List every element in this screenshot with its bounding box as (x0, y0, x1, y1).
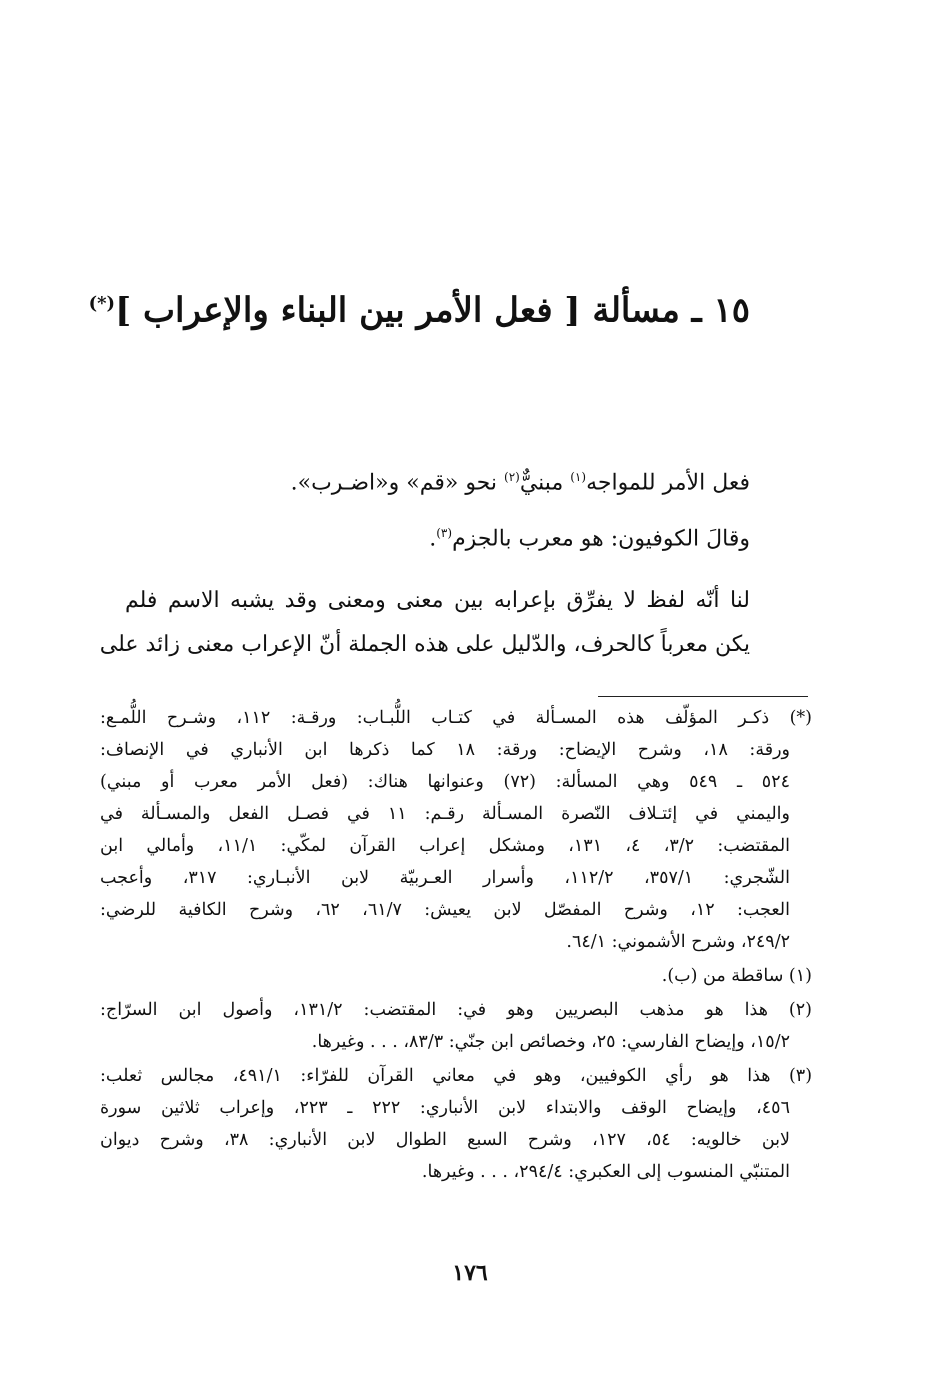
footnote-star-line-6: الشّجري: ٣٥٧/١، ١١٢/٢، وأسرار العـربيّة لابن الأنبـاري: ٣١٧، وأعجب (100, 868, 790, 888)
footnote-star-line-8: ٢٤٩/٢، وشرح الأشموني: ٦٤/١. (566, 932, 790, 952)
footnote-star-line-5: المقتضب: ٣/٢، ٤، ١٣١، ومشكل إعراب القرآن لمكّي: ١١/١، وأمالي ابن (100, 836, 791, 856)
page-number: ١٧٦ (452, 1260, 488, 1286)
footnote-star-line-2: ورقة: ١٨، وشرح الإيضاح: ورقة: ١٨ كما ذكرها ابن الأنباري في الإنصاف: (100, 740, 790, 760)
footnote-star-line-7: العجب: ١٢، وشرح المفصّل لابن يعيش: ٦١/٧، ٦٢، وشرح الكافية للرضي: (100, 900, 790, 920)
footnote-3-line-4: المتنبّي المنسوب إلى العكبري: ٢٩٤/٤، . . . وغيرها. (421, 1162, 790, 1182)
paragraph-3-line-2: يكن معرباً كالحرف، والدّليل على هذه الجملة أنّ الإعراب معنى زائد على (99, 632, 750, 657)
footnote-3-line-1: (٣) هذا هو رأي الكوفيين، وهو في معاني القرآن للفرّاء: ٤٩١/١، مجالس ثعلب: (100, 1066, 813, 1086)
footnote-2-line-2: ١٥/٢، وإيضاح الفارسي: ٢٥، وخصائص ابن جنّي: ٨٣/٣، . . . وغيرها. (311, 1032, 790, 1052)
paragraph-1: فعل الأمر للمواجه$^{(١)}$ مبنيٌّ$^{(٢)}$ نحو «قم» و«اضـرب». (290, 470, 750, 496)
title-footnote-mark: (*) (88, 293, 116, 314)
footnote-star-line-1: (*) ذكـر المؤلّف هذه المسـألة في كتـاب اللُّبـاب: ورقـة: ١١٢، وشـرح اللُّمـع: (100, 708, 812, 728)
paragraph-3-line-1: لنا أنّه لفظ لا يفرِّق بإعرابه بين معنى ومعنى وقد يشبه الاسم فلم (125, 588, 750, 613)
footnote-separator (598, 696, 808, 697)
paragraph-2: وقالَ الكوفيون: هو معرب بالجزم$^{(٣)}$. (429, 526, 750, 552)
chapter-title-text: ١٥ ـ مسألة [ فعل الأمر بين البناء والإعراب ] (115, 290, 750, 331)
footnote-3-line-3: لابن خالويه: ٥٤، ١٢٧، وشرح السبع الطوال لابن الأنباري: ٣٨، وشرح ديوان (100, 1130, 790, 1150)
chapter-title (88, 282, 750, 332)
footnote-3-line-2: ٤٥٦، وإيضاح الوقف والابتداء لابن الأنباري: ٢٢٢ ـ ٢٢٣، وإعراب ثلاثين سورة (100, 1098, 790, 1118)
footnote-star-line-3: ٥٢٤ ـ ٥٤٩ وهي المسألة: (٧٢) وعنوانها هناك: (فعل الأمر معرب أو مبني) (100, 772, 790, 792)
footnote-1: (١) ساقطة من (ب). (661, 966, 812, 986)
footnote-star-line-4: واليمني في إئتـلاف النّصرة المسـألة رقـم: ١١ في فصـل الفعل والمسـألة في (100, 804, 790, 824)
footnote-2-line-1: (٢) هذا هو مذهب البصريين وهو في: المقتضب: ١٣١/٢، وأصول ابن السرّاج: (100, 1000, 812, 1020)
